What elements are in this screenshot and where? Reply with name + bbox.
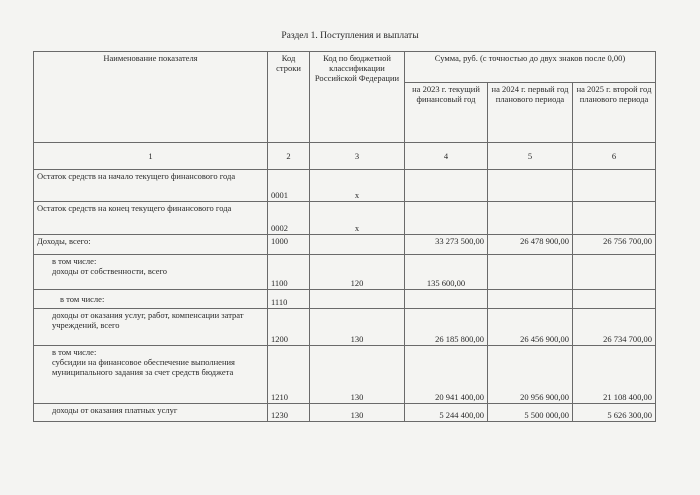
table-row [34,235,656,255]
section-title: Раздел 1. Поступления и выплаты [281,31,419,41]
row-kbk [310,235,405,255]
row-kbk: 130 [310,346,405,404]
row-amount-2024 [488,170,573,202]
row-name: доходы от оказания платных услуг [34,404,268,422]
receipts-payments-table [33,51,656,422]
row-kbk: х [310,202,405,235]
row-amount-2024: 5 500 000,00 [488,404,573,422]
row-code: 1100 [268,255,310,290]
col-number: 6 [573,143,656,170]
row-amount-2023 [405,202,488,235]
row-code: 0001 [268,170,310,202]
row-amount-2025: 26 756 700,00 [573,235,656,255]
row-amount-2023: 33 273 500,00 [405,235,488,255]
row-amount-2025 [573,202,656,235]
row-amount-2024: 20 956 900,00 [488,346,573,404]
row-amount-2023 [405,170,488,202]
row-amount-2023: 26 185 800,00 [405,309,488,346]
col-number: 4 [405,143,488,170]
row-name: в том числе: [52,256,97,266]
table-row [34,255,656,290]
row-kbk: 130 [310,404,405,422]
row-kbk: 130 [310,309,405,346]
row-name: Остаток средств на начало текущего финансового года [34,170,268,202]
row-code: 1200 [268,309,310,346]
row-amount-2023 [405,290,488,309]
row-amount-2024: 26 478 900,00 [488,235,573,255]
row-amount-2024: 26 456 900,00 [488,309,573,346]
header-code: Код строки [268,52,310,143]
table-row [34,346,656,404]
col-number: 2 [268,143,310,170]
row-amount-2023: 20 941 400,00 [405,346,488,404]
table-row [34,170,656,202]
row-amount-2023: 135 600,00 [405,255,488,290]
row-code: 1110 [268,290,310,309]
header-sum: Сумма, руб. (с точностью до двух знаков после 0,00) [405,52,656,83]
row-subname: доходы от собственности, всего [52,266,167,277]
row-amount-2023: 5 244 400,00 [405,404,488,422]
row-name-cell [34,255,268,290]
row-name: в том числе: [52,347,97,357]
row-code: 0002 [268,202,310,235]
row-code: 1210 [268,346,310,404]
column-numbers-row [34,143,656,170]
row-name: доходы от оказания услуг, работ, компенсации затрат учреждений, всего [34,309,268,346]
row-kbk: 120 [310,255,405,290]
col-number: 1 [34,143,268,170]
row-kbk: х [310,170,405,202]
table-row [34,202,656,235]
row-amount-2025 [573,290,656,309]
col-number: 5 [488,143,573,170]
row-code: 1230 [268,404,310,422]
row-subname: субсидии на финансовое обеспечение выполнения муниципального задания за счет средств бюджета [52,357,235,378]
header-year-2025: на 2025 г. второй год планового периода [573,83,656,143]
col-number: 3 [310,143,405,170]
row-amount-2024 [488,290,573,309]
row-name-cell [34,346,268,404]
row-name: в том числе: [34,290,268,309]
row-amount-2024 [488,255,573,290]
row-amount-2025: 21 108 400,00 [573,346,656,404]
table-row [34,309,656,346]
header-year-2024: на 2024 г. первый год планового периода [488,83,573,143]
row-amount-2024 [488,202,573,235]
table-row [34,404,656,422]
header-row [34,52,656,83]
row-amount-2025 [573,170,656,202]
header-year-2023: на 2023 г. текущий финансовый год [405,83,488,143]
row-name: Остаток средств на конец текущего финансового года [34,202,268,235]
table-row [34,290,656,309]
row-amount-2025: 5 626 300,00 [573,404,656,422]
row-amount-2025 [573,255,656,290]
header-name: Наименование показателя [34,52,268,143]
row-kbk [310,290,405,309]
header-kbk: Код по бюджетной классификации Российской Федерации [310,52,405,143]
row-code: 1000 [268,235,310,255]
row-name: Доходы, всего: [34,235,268,255]
row-amount-2025: 26 734 700,00 [573,309,656,346]
